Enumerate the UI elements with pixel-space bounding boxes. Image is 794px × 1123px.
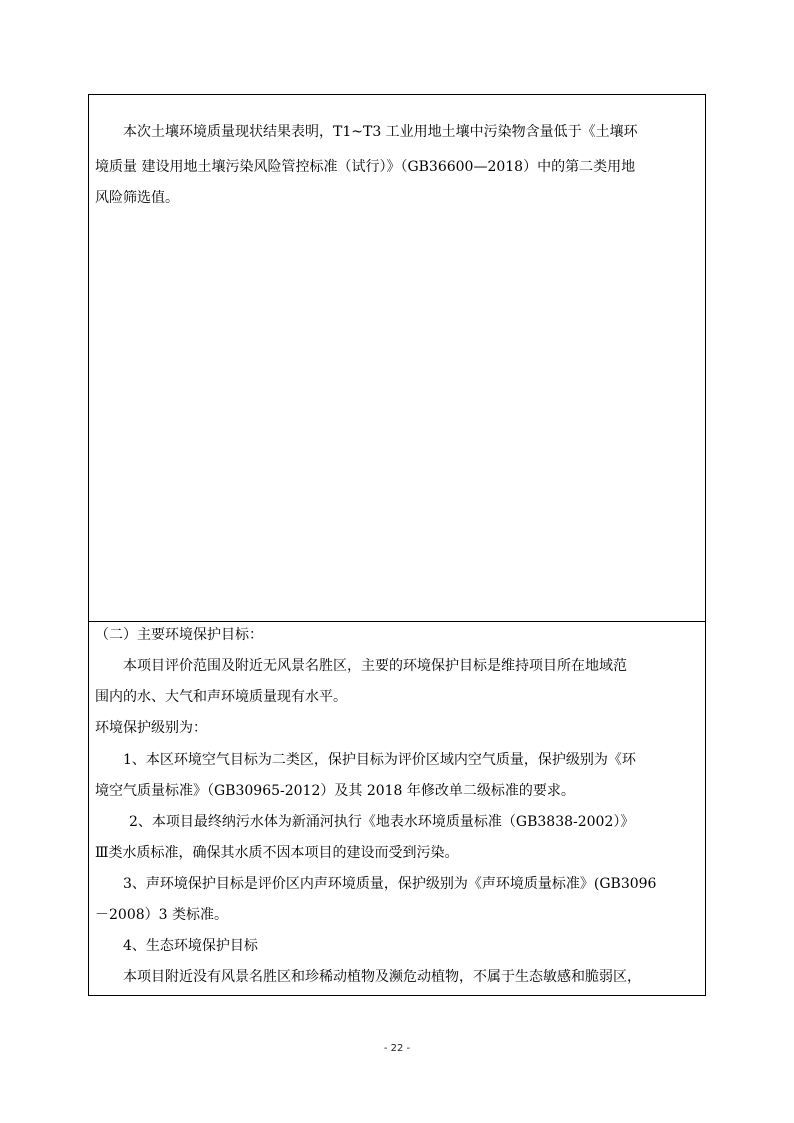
protection-targets-cell: [89, 622, 705, 995]
protection-intro-line-2: 围内的水、大气和声环境质量现有水平。: [95, 689, 347, 705]
soil-text-line-1: 本次土壤环境质量现状结果表明，T1~T3 工业用地土壤中污染物含量低于《土壤环: [123, 124, 638, 140]
soil-text-line-2: 境质量 建设用地土壤污染风险管控标准（试行）》（GB36600—2018）中的第二类用地: [95, 159, 636, 175]
protection-item-4-heading: 4、生态环境保护目标: [123, 938, 258, 954]
protection-item-1-line-1: 1、本区环境空气目标为二类区，保护目标为评价区域内空气质量，保护级别为《环: [123, 752, 636, 768]
protection-item-3-line-2: －2008）3 类标准。: [95, 907, 228, 923]
document-table: [88, 94, 706, 996]
protection-item-3-line-1: 3、声环境保护目标是评价区内声环境质量，保护级别为《声环境质量标准》(GB3096: [123, 876, 657, 892]
page-number: - 22 -: [383, 1043, 411, 1054]
soil-quality-cell: [89, 95, 705, 622]
protection-intro-line-1: 本项目评价范围及附近无风景名胜区，主要的环境保护目标是维持项目所在地域范: [123, 658, 627, 674]
protection-item-2-line-2: Ⅲ类水质标准，确保其水质不因本项目的建设而受到污染。: [95, 845, 459, 861]
soil-text-line-3: 风险筛选值。: [95, 190, 179, 206]
protection-item-2-line-1: 2、本项目最终纳污水体为新涌河执行《地表水环境质量标准（GB3838-2002）》: [129, 814, 635, 830]
protection-item-1-line-2: 境空气质量标准》（GB30965-2012）及其 2018 年修改单二级标准的要求。: [95, 783, 575, 799]
protection-item-4-line-1: 本项目附近没有风景名胜区和珍稀动植物及濒危动植物，不属于生态敏感和脆弱区，: [123, 969, 641, 985]
protection-heading: （二）主要环境保护目标：: [95, 627, 263, 643]
protection-levels-heading: 环境保护级别为：: [95, 720, 207, 736]
